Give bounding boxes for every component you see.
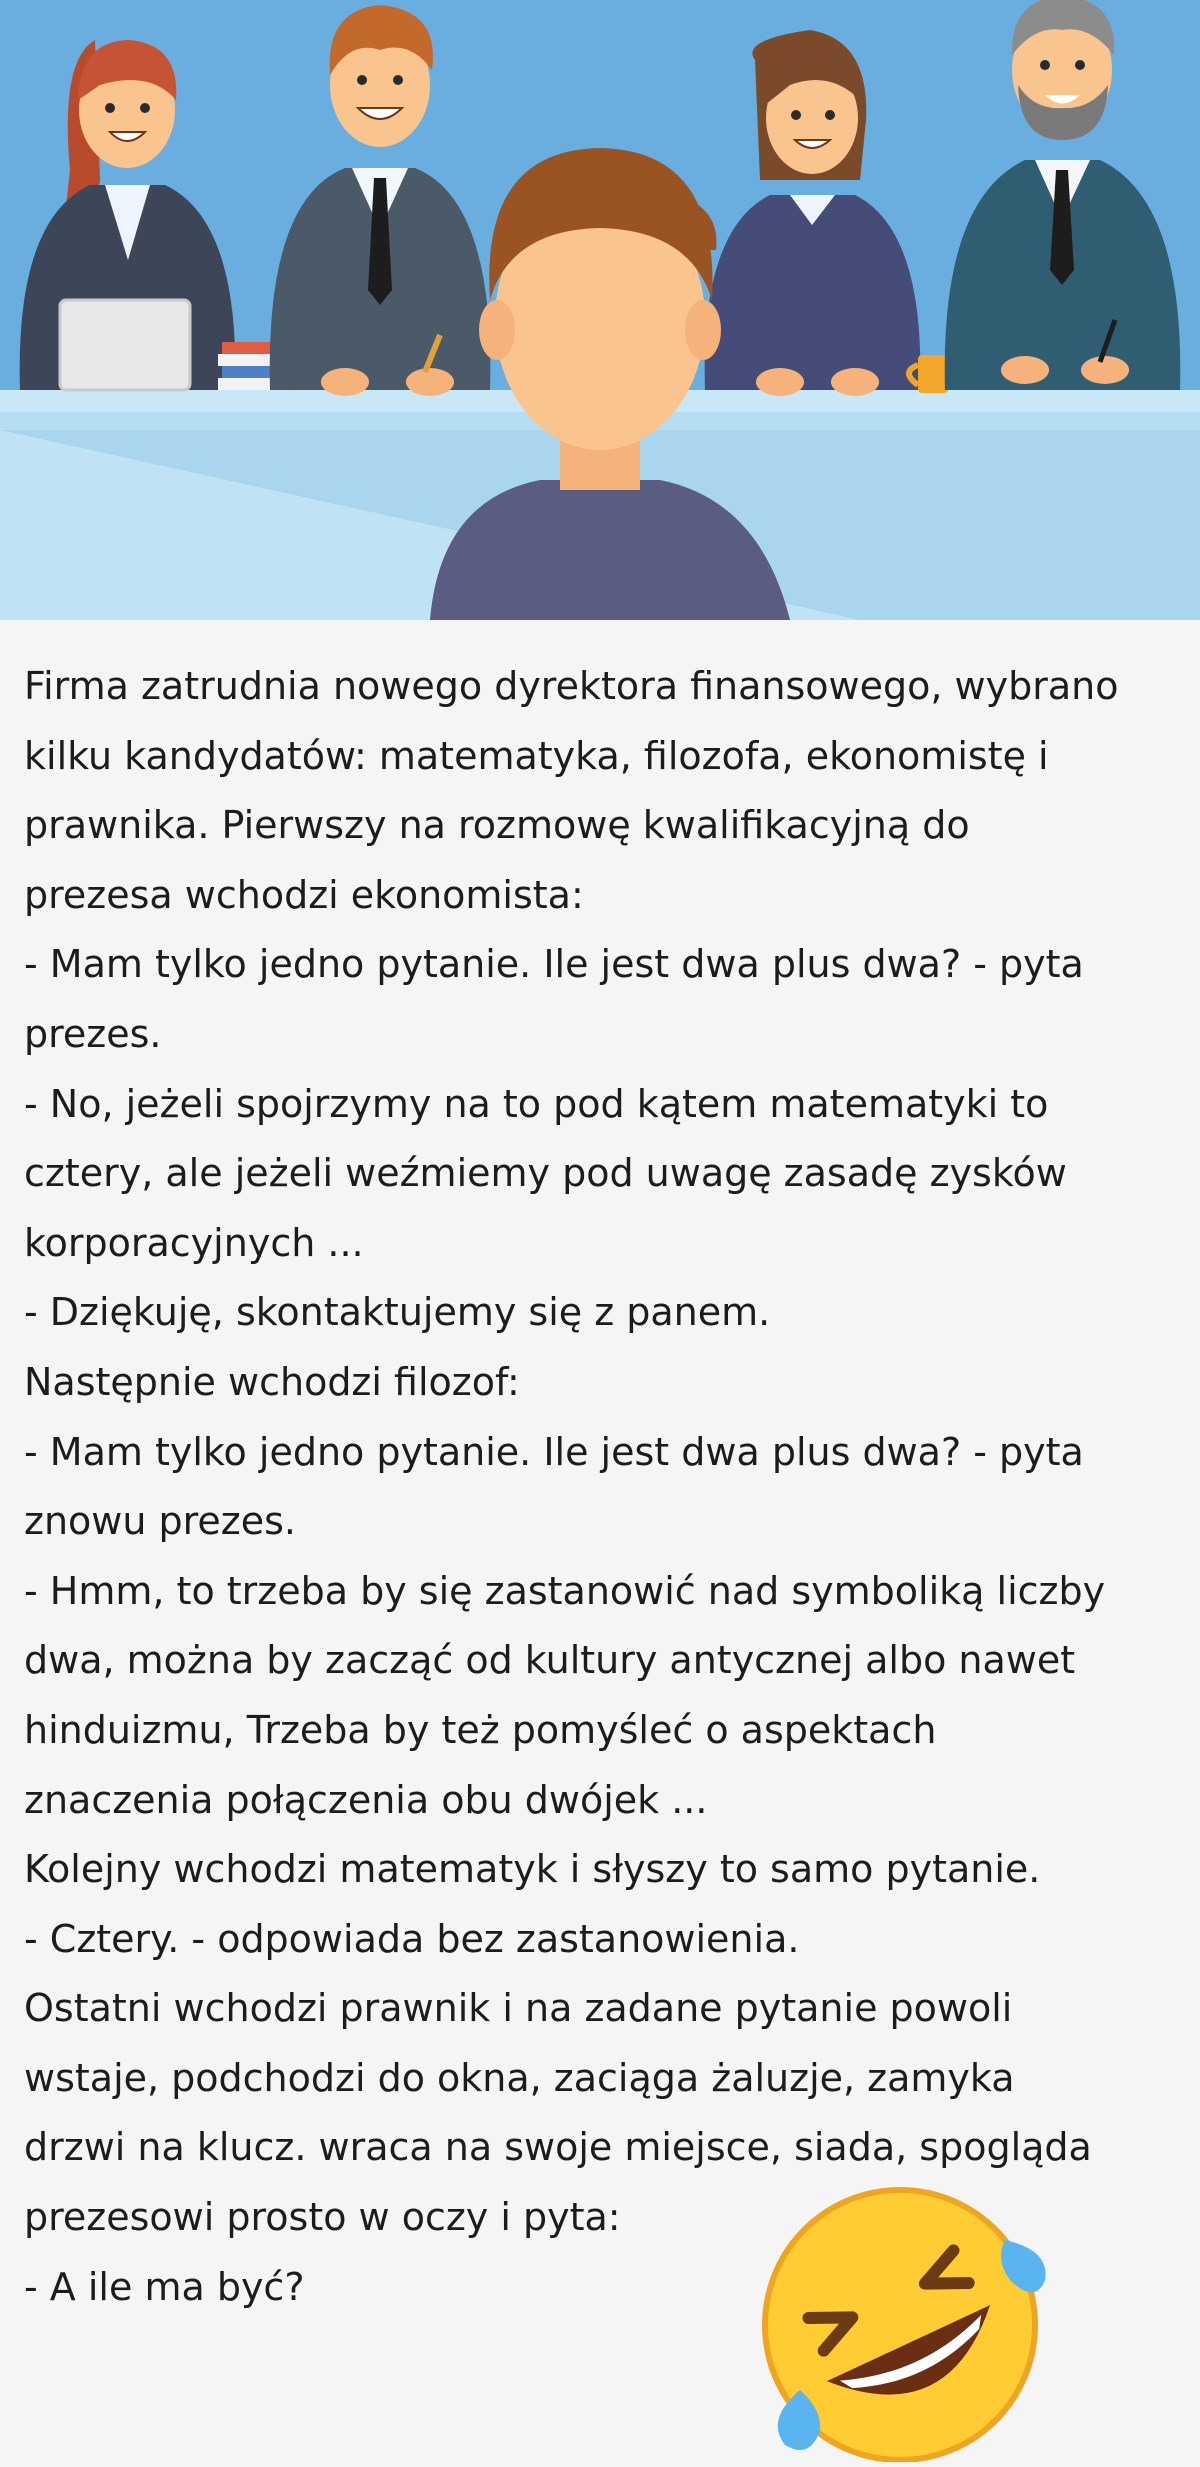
joke-line: - Dziękuję, skontaktujemy się z panem. <box>24 1290 771 1335</box>
joke-line: drzwi na klucz. wraca na swoje miejsce, siada, spogląda <box>24 2125 1092 2170</box>
rolling-on-the-floor-laughing-emoji <box>760 2180 1060 2462</box>
joke-line: wstaje, podchodzi do okna, zaciąga żaluzje, zamyka <box>24 2055 1015 2100</box>
joke-line: prezes. <box>24 1011 162 1056</box>
joke-line: Następnie wchodzi filozof: <box>24 1359 520 1404</box>
joke-line: cztery, ale jeżeli weźmiemy pod uwagę zasadę zysków <box>24 1151 1067 1196</box>
joke-line: kilku kandydatów: matematyka, filozofa, ekonomistę i <box>24 733 1049 778</box>
joke-line: - Mam tylko jedno pytanie. Ile jest dwa plus dwa? - pyta <box>24 942 1084 987</box>
joke-line: korporacyjnych ... <box>24 1220 364 1265</box>
joke-line: - No, jeżeli spojrzymy na to pod kątem matematyki to <box>24 1081 1049 1126</box>
joke-line: Firma zatrudnia nowego dyrektora finansowego, wybrano <box>24 664 1119 708</box>
joke-line: prezesowi prosto w oczy i pyta: <box>24 2195 621 2240</box>
interview-panel-illustration <box>0 0 1200 620</box>
joke-line: Ostatni wchodzi prawnik i na zadane pytanie powoli <box>24 1986 1013 2031</box>
joke-line: prawnika. Pierwszy na rozmowę kwalifikacyjną do <box>24 803 970 848</box>
joke-line: - A ile ma być? <box>24 2264 305 2309</box>
joke-line: Kolejny wchodzi matematyk i słyszy to samo pytanie. <box>24 1847 1041 1892</box>
joke-line: dwa, można by zacząć od kultury antycznej albo nawet <box>24 1638 1076 1683</box>
joke-line: - Cztery. - odpowiada bez zastanowienia. <box>24 1916 800 1961</box>
joke-line: - Mam tylko jedno pytanie. Ile jest dwa plus dwa? - pyta <box>24 1429 1084 1474</box>
joke-line: - Hmm, to trzeba by się zastanowić nad symboliką liczby <box>24 1568 1106 1613</box>
joke-line: prezesa wchodzi ekonomista: <box>24 872 584 917</box>
joke-line: znowu prezes. <box>24 1499 297 1544</box>
joke-line: znaczenia połączenia obu dwójek ... <box>24 1777 708 1822</box>
joke-line: hinduizmu, Trzeba by też pomyśleć o aspektach <box>24 1707 937 1752</box>
joke-text <box>24 652 1184 2322</box>
